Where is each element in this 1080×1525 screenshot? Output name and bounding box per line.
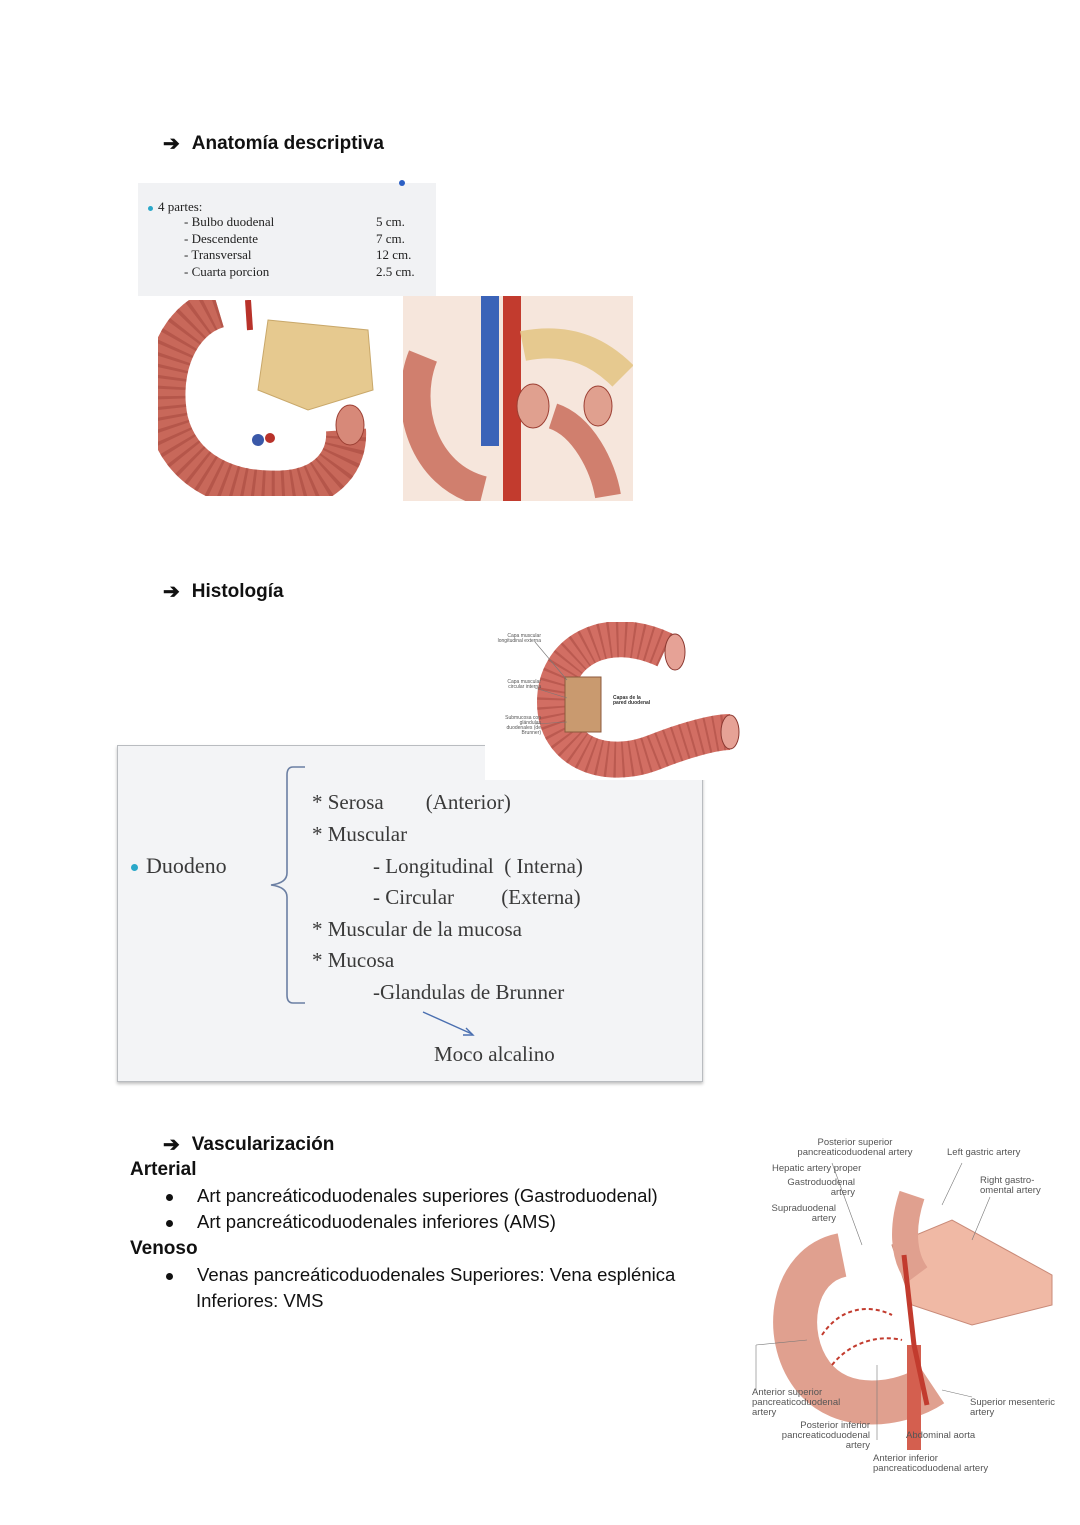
layer-serosa: * Serosa (Anterior) bbox=[312, 790, 511, 814]
arrow-right-icon: ➔ bbox=[163, 133, 180, 155]
part-row: - Transversal 12 cm. bbox=[184, 247, 412, 262]
venous-label: Venoso bbox=[130, 1238, 198, 1259]
organ-label: Duodeno bbox=[131, 853, 227, 879]
vascular-heading-text: Vascularización bbox=[191, 1133, 335, 1155]
figure-label: Gastroduodenal artery bbox=[787, 1177, 855, 1198]
inset-label: Capas de la pared duodenal bbox=[613, 695, 651, 706]
figure-label: Left gastric artery bbox=[947, 1147, 1021, 1158]
figure-label: Anterior superior pancreaticoduodenal artery bbox=[752, 1387, 841, 1418]
alkaline-mucus: Moco alcalino bbox=[434, 1042, 555, 1066]
arrow-diagonal-icon bbox=[420, 1008, 480, 1038]
anatomy-heading-text: Anatomía descriptiva bbox=[191, 132, 384, 154]
layer-mucosa: * Mucosa bbox=[312, 948, 395, 972]
histology-heading bbox=[163, 579, 284, 604]
bullet-icon bbox=[131, 864, 138, 871]
bullet-icon bbox=[166, 1220, 173, 1227]
figure-label: Anterior inferior pancreaticoduodenal artery bbox=[873, 1453, 989, 1474]
duodenum-parts-box bbox=[138, 183, 436, 296]
figure-label: Abdominal aorta bbox=[906, 1430, 976, 1441]
venous-item: Venas pancreáticoduodenales Superiores: Vena esplénica bbox=[166, 1264, 675, 1286]
duodenum-posterior-illustration bbox=[403, 296, 633, 501]
part-row: - Cuarta porcion 2.5 cm. bbox=[184, 264, 415, 279]
layer-muscular: * Muscular bbox=[312, 822, 408, 846]
layer-circular: - Circular (Externa) bbox=[373, 885, 581, 909]
figure-label: Posterior inferior pancreaticoduodenal artery bbox=[781, 1420, 870, 1451]
figure-label: Hepatic artery proper bbox=[772, 1163, 862, 1174]
figure-label: Posterior superior pancreaticoduodenal artery bbox=[797, 1137, 913, 1158]
figure-label: Superior mesenteric artery bbox=[970, 1397, 1056, 1418]
vascular-heading bbox=[163, 1132, 334, 1157]
duodenum-illustration bbox=[158, 300, 378, 496]
figure-label: Right gastro-omental artery bbox=[980, 1175, 1041, 1196]
arrow-right-icon: ➔ bbox=[163, 1134, 180, 1156]
anatomy-heading bbox=[163, 131, 384, 156]
part-row: - Descendente 7 cm. bbox=[184, 231, 405, 246]
bullet-icon bbox=[148, 206, 153, 211]
layer-muscularis-mucosae: * Muscular de la mucosa bbox=[312, 917, 522, 941]
bullet-icon bbox=[166, 1194, 173, 1201]
inset-label: Capa muscular circular interna bbox=[507, 679, 541, 690]
histology-heading-text: Histología bbox=[191, 580, 284, 602]
bullet-icon bbox=[166, 1273, 173, 1280]
layer-longitudinal: - Longitudinal ( Interna) bbox=[373, 854, 583, 878]
inset-label: Submucosa con glándulas duodenales (de Brunner) bbox=[505, 715, 541, 736]
arterial-label: Arterial bbox=[130, 1159, 197, 1180]
inset-label: Capa muscular longitudinal externa bbox=[497, 633, 541, 644]
part-row: - Bulbo duodenal 5 cm. bbox=[184, 214, 405, 229]
arterial-item: Art pancreáticoduodenales inferiores (AMS) bbox=[166, 1211, 556, 1233]
arterial-item: Art pancreáticoduodenales superiores (Gastroduodenal) bbox=[166, 1185, 658, 1207]
brace-icon bbox=[265, 765, 315, 1005]
venous-item-continuation: Inferiores: VMS bbox=[196, 1290, 324, 1311]
arrow-right-icon: ➔ bbox=[163, 581, 180, 603]
figure-label: Supraduodenal artery bbox=[771, 1203, 836, 1224]
blue-dot-marker bbox=[399, 180, 405, 186]
brunner-glands: -Glandulas de Brunner bbox=[373, 980, 565, 1004]
parts-title: 4 partes: bbox=[158, 199, 203, 214]
